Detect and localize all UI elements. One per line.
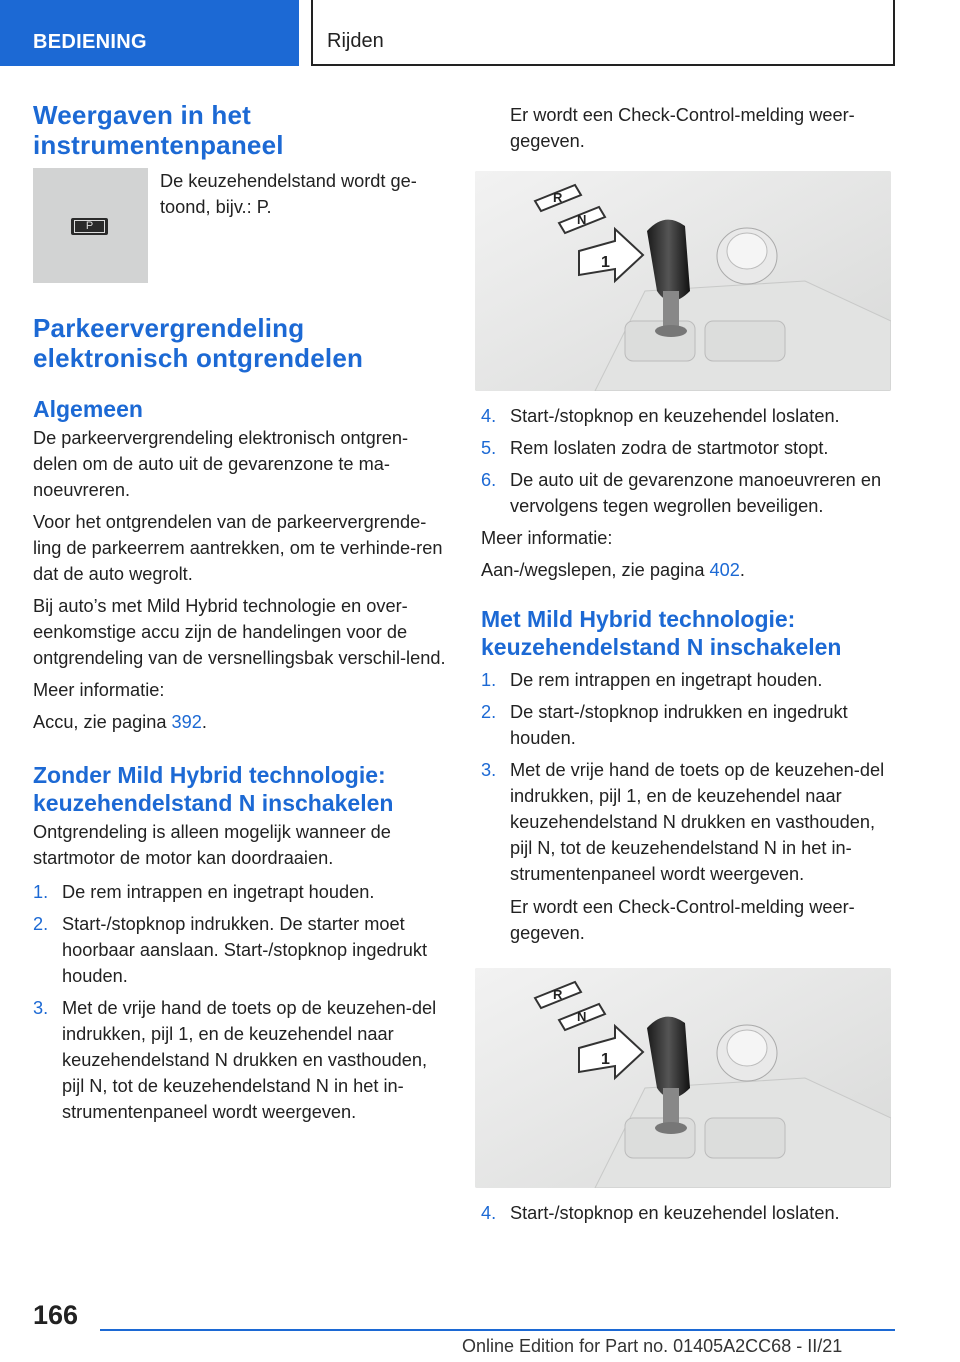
with-hybrid-steps bbox=[481, 667, 895, 946]
list-item: 1. De rem intrappen en ingetrapt houden. bbox=[33, 882, 375, 902]
without-hybrid-steps bbox=[33, 879, 451, 1125]
general-paragraph-2: Voor het ontgrendelen van de parkeervergrende-ling de parkeerrem aantrekken, om te verhinde-ren dat de auto wegrolt. bbox=[33, 512, 443, 584]
edition-label: Online Edition for Part no. 01405A2CC68 - II/21 bbox=[462, 1336, 843, 1356]
list-item: 2. De start-/stopknop indrukken en ingedrukt houden. bbox=[481, 702, 848, 748]
without-hybrid-heading: Zonder Mild Hybrid technologie: keuzehendelstand N inschakelen bbox=[33, 762, 394, 816]
gear-selector-illustration-2 bbox=[475, 968, 891, 1188]
final-step bbox=[481, 1200, 895, 1226]
more-info-label-right: Meer informatie: bbox=[481, 528, 613, 548]
svg-text:N: N bbox=[577, 1009, 587, 1024]
list-item: 4. Start-/stopknop en keuzehendel loslaten. bbox=[481, 406, 840, 426]
svg-text:1: 1 bbox=[601, 1051, 610, 1068]
list-item: 4. Start-/stopknop en keuzehendel loslaten. bbox=[481, 1203, 840, 1223]
list-item: 5. Rem loslaten zodra de startmotor stopt. bbox=[481, 438, 829, 458]
gear-selector-figure bbox=[475, 171, 891, 391]
tow-page-link[interactable]: 402 bbox=[709, 560, 740, 580]
chapter-tab: Rijden bbox=[311, 0, 895, 66]
gear-selector-illustration bbox=[475, 171, 891, 391]
list-item: 2. Start-/stopknop indrukken. De starter moet hoorbaar aanslaan. Start-/stopknop ingedrukt houden. bbox=[33, 914, 427, 986]
section-tab: BEDIENING bbox=[0, 0, 299, 66]
general-paragraph-1: De parkeervergrendeling elektronisch ontgren-delen om de auto uit de gevarenzone te ma-noeuvreren. bbox=[33, 428, 409, 500]
more-info-label: Meer informatie: bbox=[33, 680, 165, 700]
svg-text:N: N bbox=[577, 212, 587, 227]
tow-reference: Aan-/wegslepen, zie pagina 402. bbox=[481, 560, 745, 580]
list-item: 6. De auto uit de gevarenzone manoeuvreren en vervolgens tegen wegrollen beveiligen. bbox=[481, 470, 882, 516]
left-column bbox=[33, 100, 451, 1125]
park-symbol-icon: P bbox=[71, 218, 108, 235]
page-header bbox=[0, 0, 960, 66]
steps-continued bbox=[481, 403, 895, 519]
accu-page-link[interactable]: 392 bbox=[171, 712, 202, 732]
display-block bbox=[33, 168, 451, 283]
list-item: 3. Met de vrije hand de toets op de keuzehen-del indrukken, pijl 1, en de keuzehendel naar keuzehendelstand N drukken en vasthouden, pijl N, tot de keuzehendelstand N in het in-strumentenpaneel wordt weergeven. bbox=[33, 998, 437, 1122]
page-number: 166 bbox=[33, 1300, 79, 1330]
display-heading: Weergaven in het instrumentenpaneel bbox=[33, 100, 284, 160]
svg-text:R: R bbox=[553, 987, 563, 1002]
with-hybrid-heading: Met Mild Hybrid technologie: keuzehendelstand N inschakelen bbox=[481, 606, 842, 660]
check-control-message: Er wordt een Check-Control-melding weer-gegeven. bbox=[510, 105, 855, 151]
display-description: De keuzehendelstand wordt ge-toond, bijv.: P. bbox=[160, 171, 417, 217]
svg-text:1: 1 bbox=[601, 254, 610, 271]
right-column bbox=[481, 100, 895, 1226]
general-heading: Algemeen bbox=[33, 396, 143, 422]
list-item: 1. De rem intrappen en ingetrapt houden. bbox=[481, 670, 823, 690]
general-paragraph-3: Bij auto’s met Mild Hybrid technologie en over-eenkomstige accu zijn de handelingen voor de ontgrendeling van de versnellingsbak verschil-lend. bbox=[33, 596, 446, 668]
footer-divider bbox=[100, 1329, 895, 1331]
svg-text:R: R bbox=[553, 190, 563, 205]
list-item: 3. Met de vrije hand de toets op de keuzehen-del indrukken, pijl 1, en de keuzehendel naar keuzehendelstand N drukken en vasthouden, pijl N, tot de keuzehendelstand N in het in-strumentenpaneel wordt weergeven. Er wordt een Check-Control-melding weer-gegeven. bbox=[481, 760, 885, 943]
release-heading: Parkeervergrendeling elektronisch ontgrendelen bbox=[33, 313, 364, 373]
accu-reference: Accu, zie pagina 392. bbox=[33, 712, 207, 732]
gear-selector-figure-2 bbox=[475, 968, 891, 1188]
instrument-display-image bbox=[33, 168, 148, 283]
without-hybrid-intro: Ontgrendeling is alleen mogelijk wanneer de startmotor de motor kan doordraaien. bbox=[33, 822, 391, 868]
